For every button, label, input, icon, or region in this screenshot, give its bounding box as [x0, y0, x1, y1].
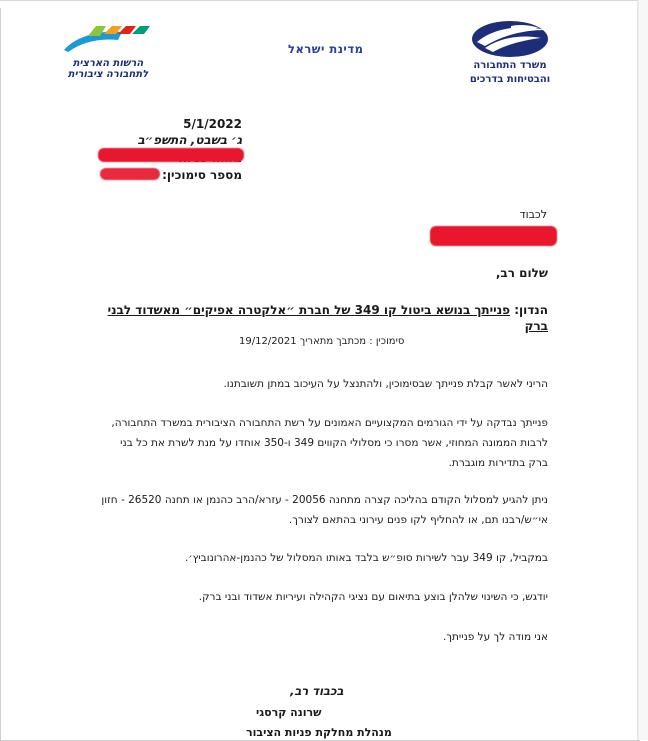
subject-prefix: הנדון: — [514, 303, 548, 317]
body-paragraph-2: פנייתך נבדקה על ידי הגורמים המקצועיים האמונים על רשת התחבורה הציבורית במשרד התחבורה, לרבות הממונה המחוזי, אשר מסרו כי מסלולי הקווים 349 ו-350 אוחדו על מנת לשרת את כל בני ברק בתדירות מוגברת. — [111, 417, 548, 469]
redaction-mark-recipient — [430, 226, 557, 246]
letter-date: 5/1/2022 — [183, 117, 242, 131]
body-paragraph-5: יודגש, כי השינוי שלהלן בוצע בתיאום עם נציגי הקהילה ועיריות אשדוד ובני ברק. — [198, 591, 548, 603]
body-paragraph-3: ניתן להגיע למסלול הקודם בהליכה קצרה מתחנה 20056 - עזרא/הרב כהנמן או תחנה 26520 - חזון אי״ש/רבנו תם, או להחליף לקו פנים עירוני בהתאם לצורך. — [101, 494, 548, 526]
subject-reference: סימוכין : מכתבך מתאריך 19/12/2021 — [239, 336, 405, 347]
page-top-border — [0, 0, 648, 1]
state-of-israel-heading: מדינת ישראל — [288, 42, 364, 56]
ministry-name-line-1: משרד התחבורה — [473, 60, 547, 71]
authority-name-line-2: לתחבורה ציבורית — [67, 69, 149, 80]
letter-hebrew-date: ג׳ בשבט, התשפ״ב — [137, 133, 242, 147]
vertical-scrollbar[interactable] — [638, 0, 648, 740]
recipient-to-label: לכבוד — [519, 208, 547, 221]
simuchin-number-label: מספר סימוכין: — [162, 168, 242, 182]
subject-text: פנייתך בנושא ביטול קו 349 של חברת ״אלקטרה אפיקים״ מאשדוד לבני ברק — [107, 303, 548, 333]
signer-name: שרונה קרסגי — [256, 706, 322, 719]
body-paragraph-6: אני מודה לך על פנייתך. — [443, 631, 548, 643]
subject-line — [100, 302, 548, 334]
body-paragraph-1: הריני לאשר קבלת פנייתך שבסימוכין, ולהתנצל על העיכוב במתן תשובתנו. — [223, 378, 548, 390]
public-transport-authority-logo — [58, 24, 158, 80]
redaction-mark-simuchin — [100, 168, 160, 180]
authority-emblem-icon — [60, 24, 156, 54]
ministry-of-transport-logo — [466, 20, 554, 86]
signature-closing: בכבוד רב, — [290, 684, 344, 698]
authority-name-line-1: הרשות הארצית — [72, 58, 144, 69]
body-paragraph-4: במקביל, קו 349 עבר לשירות סופ״ש בלבד באותו המסלול של כהנמן-אהרונוביץ׳. — [184, 552, 548, 564]
ministry-name-line-2: והבטיחות בדרכים — [469, 74, 551, 85]
ministry-emblem-icon — [471, 20, 549, 58]
redaction-mark-reference — [98, 148, 244, 162]
signer-title: מנהלת מחלקת פניות הציבור — [246, 726, 392, 739]
greeting: שלום רב, — [495, 266, 548, 280]
